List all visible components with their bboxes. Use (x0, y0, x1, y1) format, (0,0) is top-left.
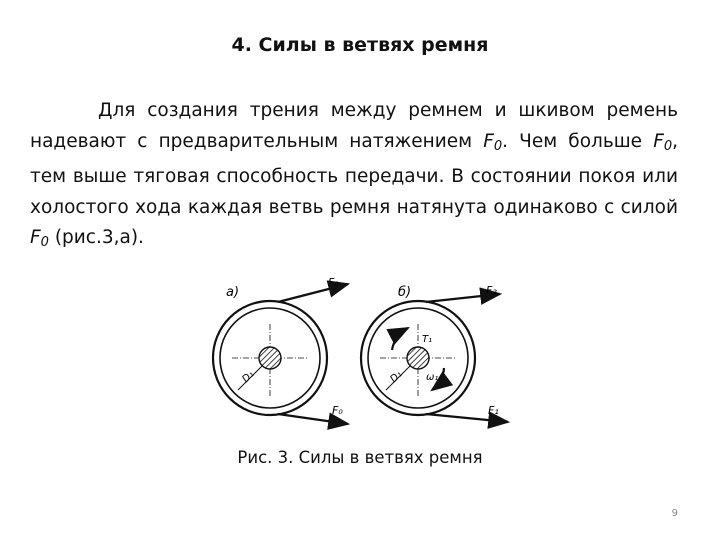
torque-arrow-icon (392, 328, 408, 350)
body-paragraph (30, 96, 678, 259)
diameter-label-a: D₁ (240, 369, 257, 386)
para-part-4: (рис.3,а). (48, 227, 144, 248)
figure-caption: Рис. 3. Силы в ветвях ремня (237, 448, 483, 467)
force-subscript: 0 (663, 138, 673, 154)
force-symbol: F (30, 227, 41, 248)
force-subscript: 0 (493, 138, 503, 154)
fig-a-label: а) (226, 285, 240, 300)
para-part-2: . Чем больше (502, 130, 654, 152)
force-symbol: F (483, 130, 494, 152)
force-label-bottom-b: F₁ (488, 404, 499, 417)
force-label-bottom-a: F₀ (332, 404, 343, 417)
pulley-b-diagram (361, 284, 508, 422)
belt-forces-figure (208, 272, 520, 444)
para-part-3: , тем выше тяговая способность передачи. В состоянии покоя или холостого хода каждая ветвь ремня натянута одинаково с силой (30, 130, 679, 218)
slide-title: 4. Силы в ветвях ремня (231, 34, 489, 56)
shaft-hub-a (259, 347, 281, 369)
shaft-hub-b (407, 347, 429, 369)
diameter-label-b: D₁ (388, 369, 405, 386)
para-part-1: Для создания трения между ремнем и шкивом ремень надевают с предварительным натяжением (30, 100, 678, 152)
force-label-top-b: F₂ (486, 284, 497, 297)
force-label-top-a: F₀ (328, 276, 339, 289)
page-number: 9 (671, 508, 678, 519)
omega-label: ω₁ (426, 372, 439, 383)
pulley-a-diagram (213, 276, 348, 424)
force-subscript: 0 (40, 235, 49, 250)
force-symbol: F (653, 130, 664, 152)
torque-label: T₁ (422, 334, 433, 345)
fig-b-label: б) (398, 285, 412, 300)
